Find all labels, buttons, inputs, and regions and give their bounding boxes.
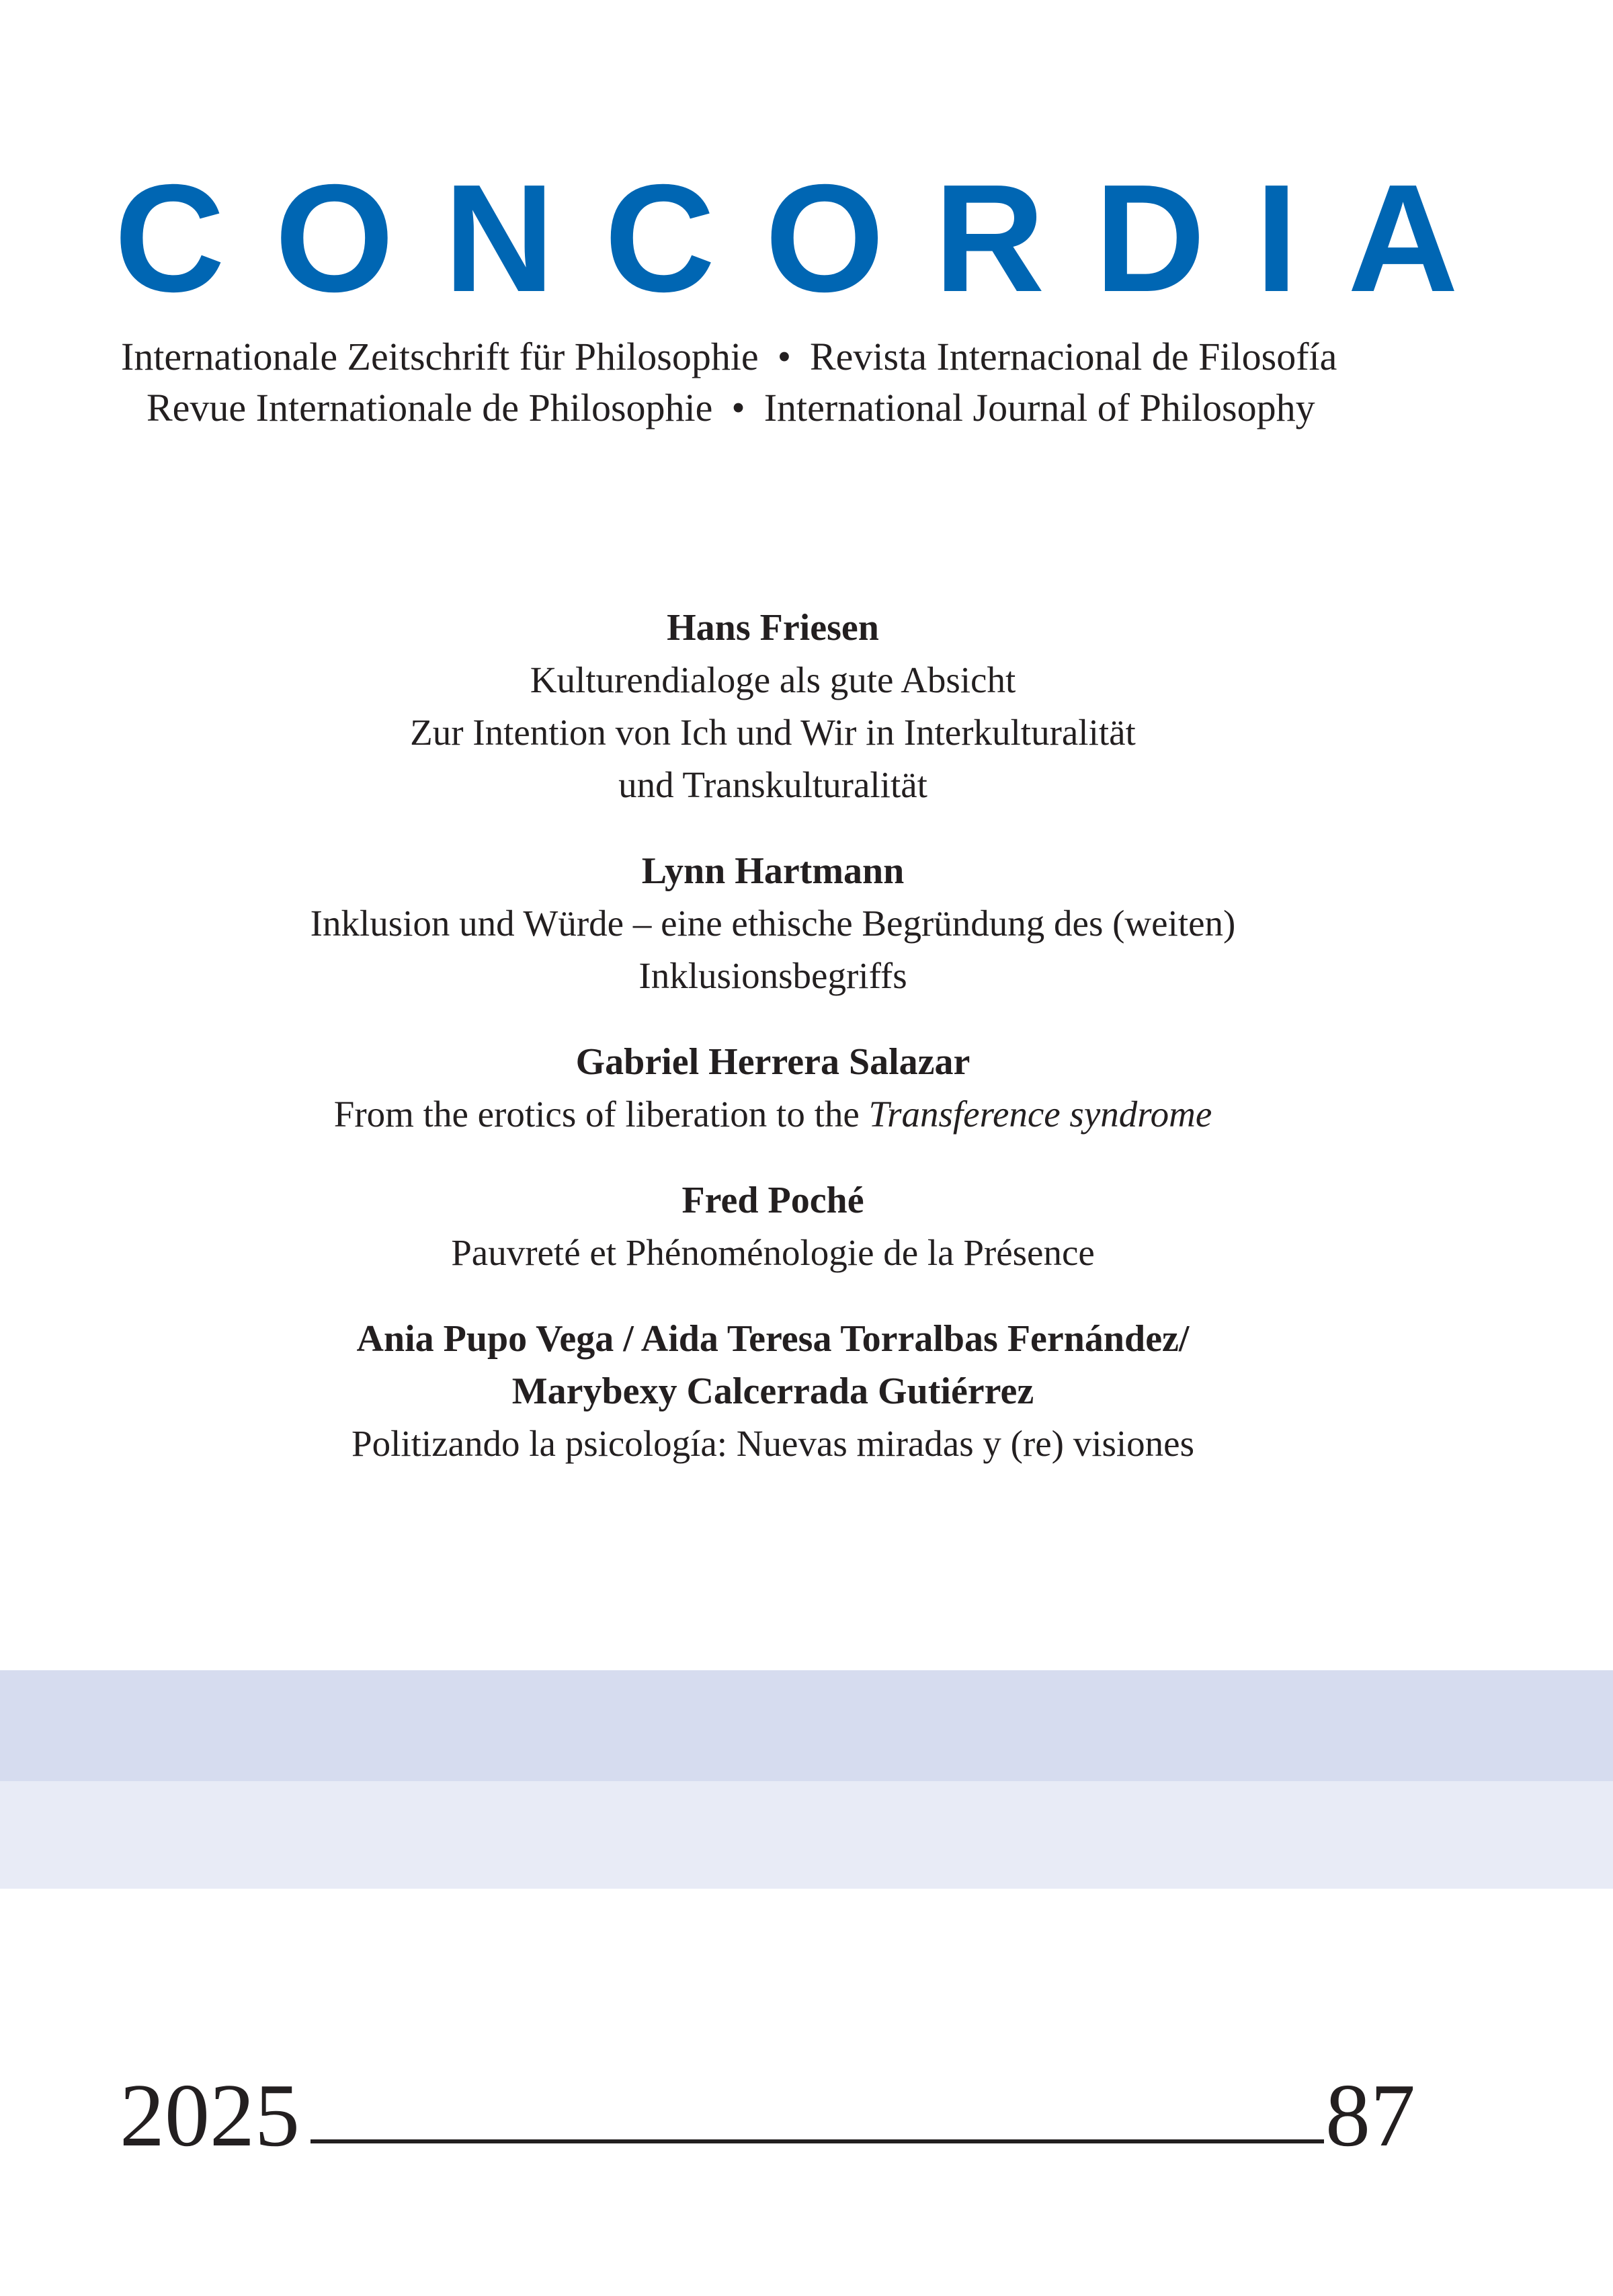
article-entry bbox=[101, 602, 1445, 811]
article-author: Lynn Hartmann bbox=[641, 850, 905, 892]
article-title-italic: Transference syndrome bbox=[868, 1094, 1212, 1135]
article-author: Hans Friesen bbox=[667, 607, 879, 649]
title-letter: R bbox=[934, 153, 1045, 324]
journal-title bbox=[114, 153, 1458, 324]
footer-rule bbox=[311, 2139, 1324, 2143]
article-author: Gabriel Herrera Salazar bbox=[575, 1041, 970, 1083]
decorative-band-dark bbox=[0, 1670, 1613, 1781]
article-author-line: Ania Pupo Vega / Aida Teresa Torralbas Fernández/ bbox=[356, 1318, 1190, 1360]
article-title-line: und Transkulturalität bbox=[618, 764, 927, 805]
journal-subtitle-line-1 bbox=[121, 337, 1532, 376]
table-of-contents bbox=[101, 602, 1445, 1504]
title-letter: C bbox=[604, 153, 716, 324]
title-letter: I bbox=[1255, 153, 1298, 324]
article-title-line: Pauvreté et Phénoménologie de la Présence bbox=[451, 1232, 1095, 1273]
subtitle-spanish: Revista Internacional de Filosofía bbox=[810, 335, 1337, 378]
article-entry bbox=[101, 1174, 1445, 1279]
article-title-line bbox=[101, 1088, 1445, 1141]
title-letter: N bbox=[444, 153, 555, 324]
article-author-line: Marybexy Calcerrada Gutiérrez bbox=[511, 1370, 1034, 1412]
title-letter: A bbox=[1348, 153, 1458, 324]
article-entry bbox=[101, 1313, 1445, 1470]
publication-year: 2025 bbox=[120, 2065, 300, 2165]
issue-number: 87 bbox=[1325, 2065, 1415, 2165]
bullet-separator: • bbox=[731, 386, 745, 429]
title-letter: C bbox=[114, 153, 225, 324]
title-letter: O bbox=[765, 153, 884, 324]
article-title-line: Inklusion und Würde – eine ethische Begründung des (weiten) bbox=[310, 903, 1236, 944]
article-title-line: Inklusionsbegriffs bbox=[638, 955, 907, 996]
title-letter: O bbox=[274, 153, 395, 324]
article-entry bbox=[101, 1036, 1445, 1141]
article-title-line: Zur Intention von Ich und Wir in Interkulturalität bbox=[410, 712, 1136, 753]
subtitle-french: Revue Internationale de Philosophie bbox=[147, 386, 713, 429]
article-title-line: Kulturendialoge als gute Absicht bbox=[530, 659, 1016, 700]
bullet-separator: • bbox=[777, 335, 791, 378]
journal-subtitle-line-2 bbox=[147, 388, 1558, 427]
article-author: Fred Poché bbox=[681, 1180, 864, 1221]
article-title-line: Politizando la psicología: Nuevas miradas y (re) visiones bbox=[351, 1423, 1195, 1464]
decorative-band-light bbox=[0, 1781, 1613, 1889]
article-title-prefix: From the erotics of liberation to the bbox=[333, 1094, 869, 1135]
subtitle-german: Internationale Zeitschrift für Philosophie bbox=[121, 335, 759, 378]
title-letter: D bbox=[1094, 153, 1206, 324]
article-entry bbox=[101, 845, 1445, 1002]
subtitle-english: International Journal of Philosophy bbox=[763, 386, 1315, 429]
